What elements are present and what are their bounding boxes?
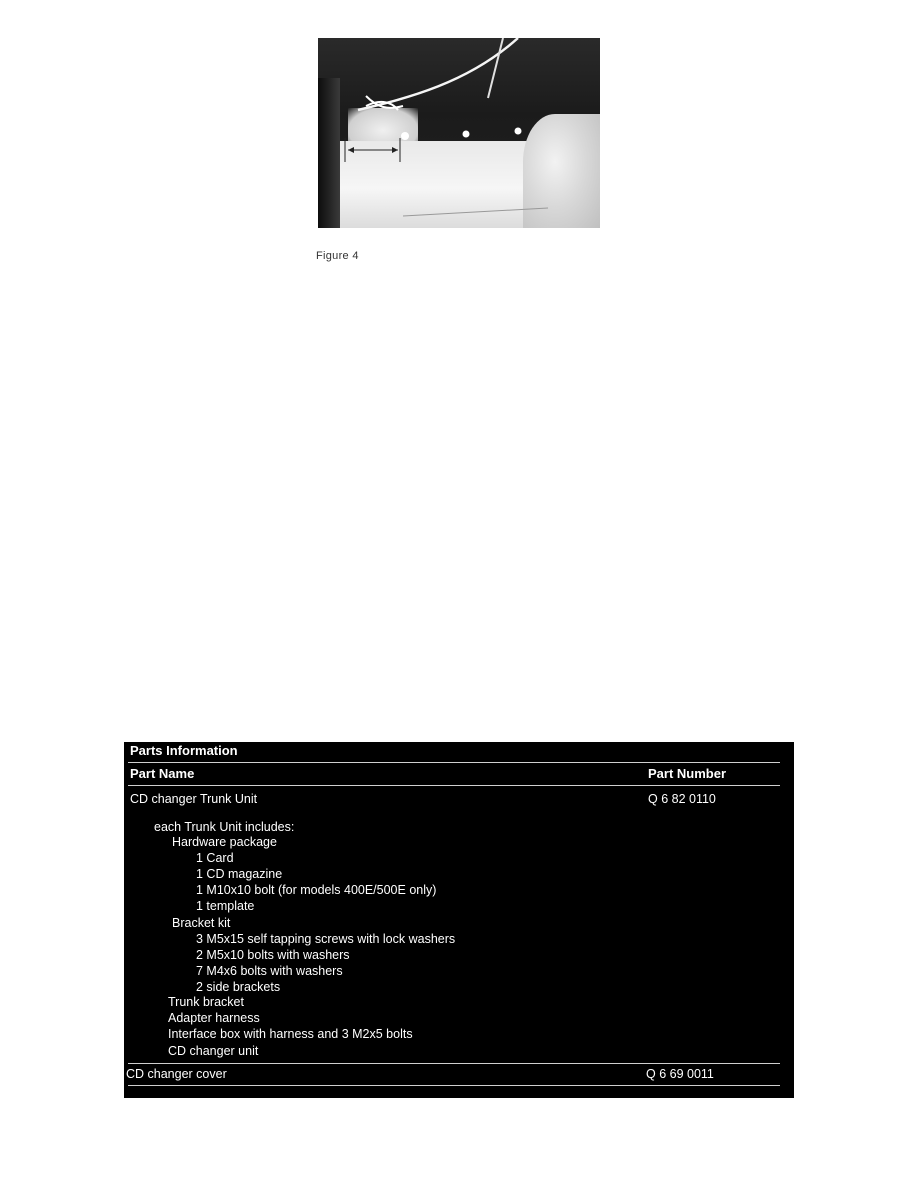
row-2-part-name: CD changer cover [126, 1067, 227, 1081]
included-item: Trunk bracket [168, 995, 244, 1009]
figure-4-photo [318, 38, 600, 228]
photo-wires-and-markers [318, 38, 600, 228]
bracket-item: 7 M4x6 bolts with washers [196, 964, 343, 978]
header-rule [128, 785, 780, 786]
hardware-item: 1 M10x10 bolt (for models 400E/500E only) [196, 883, 437, 897]
figure-caption: Figure 4 [316, 250, 359, 262]
included-item: Adapter harness [168, 1011, 260, 1025]
table-title: Parts Information [130, 743, 238, 758]
parts-information-table [124, 742, 794, 1098]
row-1-part-name: CD changer Trunk Unit [130, 792, 258, 806]
hardware-package-label: Hardware package [172, 835, 277, 849]
column-header-part-number: Part Number [648, 766, 727, 781]
hardware-item: 1 template [196, 899, 255, 913]
bracket-item: 2 side brackets [196, 980, 281, 994]
row-2-part-number: Q 6 69 0011 [646, 1067, 714, 1081]
includes-heading: each Trunk Unit includes: [154, 820, 295, 834]
row-1-part-number: Q 6 82 0110 [648, 792, 716, 806]
title-rule [128, 762, 780, 763]
hardware-item: 1 CD magazine [196, 867, 283, 881]
bottom-rule [128, 1085, 780, 1086]
included-item: Interface box with harness and 3 M2x5 bolts [168, 1027, 413, 1041]
hardware-item: 1 Card [196, 851, 234, 865]
row-rule [128, 1063, 780, 1064]
bracket-item: 3 M5x15 self tapping screws with lock washers [196, 932, 456, 946]
included-item: CD changer unit [168, 1044, 259, 1058]
column-header-part-name: Part Name [130, 766, 195, 781]
bracket-item: 2 M5x10 bolts with washers [196, 948, 350, 962]
bracket-kit-label: Bracket kit [172, 916, 231, 930]
